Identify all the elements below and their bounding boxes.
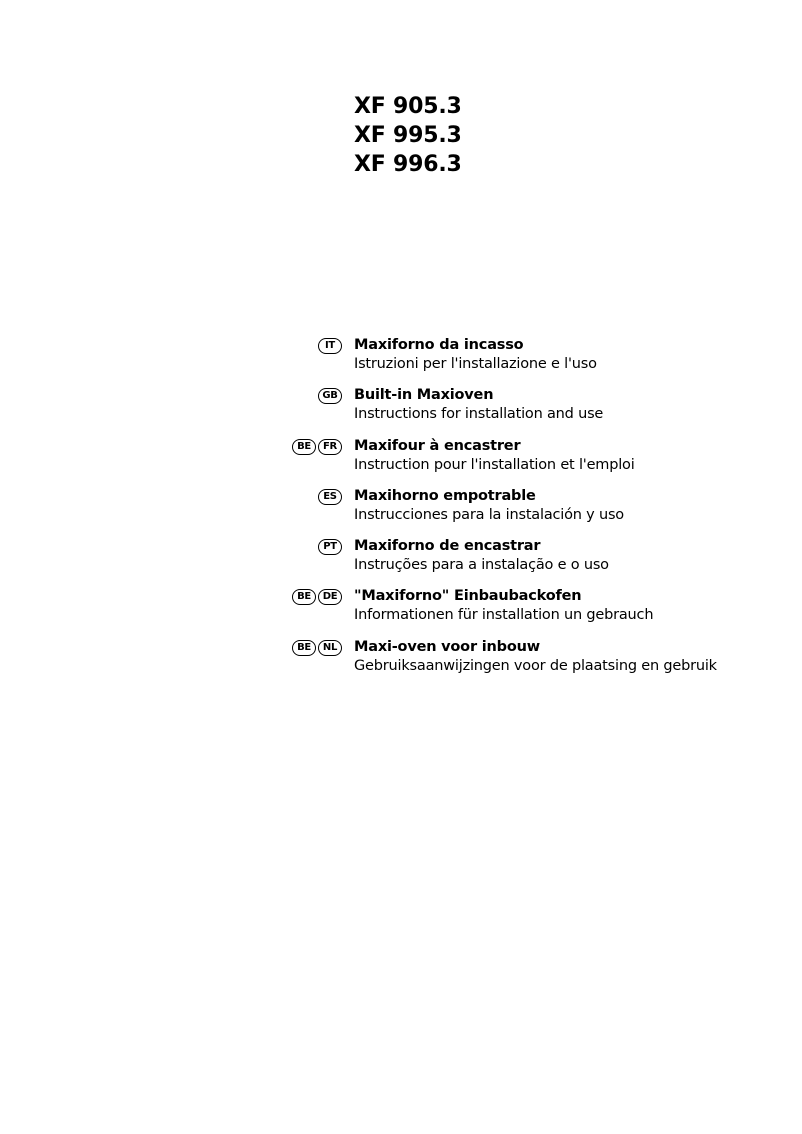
- country-badge: FR: [318, 439, 342, 455]
- country-badges: [318, 539, 342, 555]
- country-badge: GB: [318, 388, 342, 404]
- entry-title: Maxi-oven voor inbouw: [354, 638, 540, 655]
- entry-text: [354, 537, 609, 575]
- language-entry-it: [0, 336, 802, 386]
- entry-subtitle: Instructions for installation and use: [354, 406, 604, 423]
- entry-text: [354, 336, 597, 374]
- country-badge: PT: [318, 539, 342, 555]
- model-number: XF 995.3: [354, 123, 462, 148]
- country-badge: NL: [318, 640, 342, 656]
- entry-text: [354, 487, 624, 525]
- entry-title: Maxihorno empotrable: [354, 487, 536, 504]
- entry-subtitle: Instrucciones para la instalación y uso: [354, 506, 624, 523]
- entry-subtitle: Instruções para a instalação e o uso: [354, 557, 609, 574]
- country-badge: BE: [292, 439, 316, 455]
- model-list: [354, 92, 462, 179]
- language-entry-gb: [0, 386, 802, 436]
- entry-subtitle: Instruction pour l'installation et l'emploi: [354, 456, 635, 473]
- entry-title: Maxiforno da incasso: [354, 337, 524, 353]
- language-entry-es: [0, 487, 802, 537]
- country-badge: IT: [318, 338, 342, 354]
- language-entry-de: [0, 587, 802, 637]
- entry-subtitle: Istruzioni per l'installazione e l'uso: [354, 356, 597, 372]
- country-badges: [318, 388, 342, 404]
- country-badges: [292, 439, 342, 455]
- entry-text: [354, 437, 635, 475]
- country-badge: ES: [318, 489, 342, 505]
- country-badges: [318, 489, 342, 505]
- entry-text: [354, 638, 717, 676]
- entry-title: Built-in Maxioven: [354, 387, 494, 404]
- entry-text: [354, 386, 603, 424]
- language-list: [0, 336, 802, 688]
- entry-text: [354, 587, 653, 625]
- model-number: XF 905.3: [354, 94, 462, 119]
- language-entry-nl: [0, 638, 802, 688]
- country-badges: [318, 338, 342, 354]
- entry-subtitle: Gebruiksaanwijzingen voor de plaatsing en gebruik: [354, 657, 717, 674]
- entry-subtitle: Informationen für installation un gebrauch: [354, 607, 654, 624]
- country-badge: BE: [292, 589, 316, 605]
- country-badges: [292, 589, 342, 605]
- language-entry-pt: [0, 537, 802, 587]
- entry-title: Maxifour à encastrer: [354, 437, 521, 454]
- model-number: XF 996.3: [354, 152, 462, 177]
- entry-title: Maxiforno de encastrar: [354, 538, 541, 555]
- country-badges: [292, 640, 342, 656]
- language-entry-fr: [0, 437, 802, 487]
- country-badge: BE: [292, 640, 316, 656]
- country-badge: DE: [318, 589, 342, 605]
- entry-title: "Maxiforno" Einbaubackofen: [354, 588, 582, 605]
